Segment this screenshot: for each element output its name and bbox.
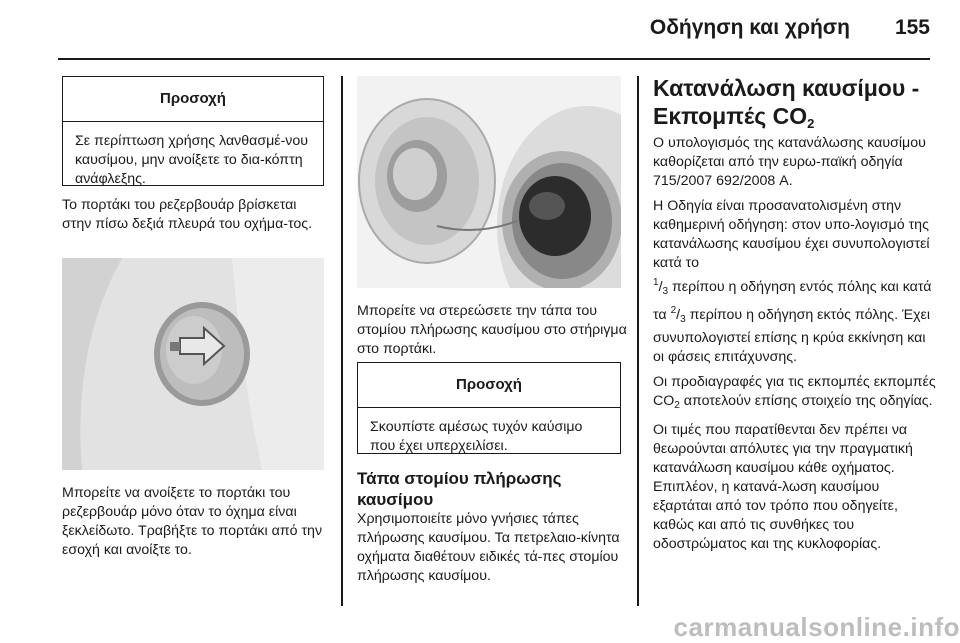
directive-paragraph: Ο υπολογισμός της κατανάλωσης καυσίμου καθορίζεται από την ευρω-παϊκή οδηγία 715/2007 692/2008 A. <box>653 135 926 189</box>
frac1-sep: / <box>658 279 663 295</box>
page-header-title: Οδήγηση και χρήση <box>649 16 850 39</box>
caution-box-spill <box>357 362 621 454</box>
emissions-subscript: 2 <box>674 400 680 411</box>
fuel-door-open-text: Μπορείτε να ανοίξετε το πορτάκι του ρεζερβουάρ μόνο όταν το όχημα είναι ξεκλείδωτο. Τραβήξτε το πορτάκι από την εσοχή και ανοίξτε το. <box>62 485 323 558</box>
heading-line-1: Κατανάλωση καυσίμου - <box>653 75 920 101</box>
column-divider-left <box>341 76 343 606</box>
emissions-text-a: Οι προδιαγραφές για τις εκπομπές εκπομπές CO <box>653 374 936 409</box>
fuel-consumption-heading <box>653 74 943 138</box>
fuel-cap-figure <box>357 76 621 288</box>
emissions-text-b: αποτελούν επίσης στοιχείο της οδηγίας. <box>679 393 933 409</box>
frac1-den: 3 <box>662 286 669 297</box>
frac2-num: 2 <box>670 305 677 316</box>
fuel-cap-holder-text: Μπορείτε να στερεώσετε την τάπα του στομίου πλήρωσης καυσίμου στο στήριγμα στο πορτάκι. <box>357 303 627 357</box>
values-disclaimer-paragraph: Οι τιμές που παρατίθενται δεν πρέπει να θεωρούνται απόλυτες για την πραγματική κατανάλωση καυσίμου κάθε οχήματος. Επιπλέον, η κατανά-λωση καυσίμου εξαρτάται από τον τρόπο που οδηγείτε, καθώς και από τις συνθήκες του οδοστρώματος και της κυκλοφορίας. <box>653 422 913 552</box>
heading-text: Εκπομπές CO <box>653 103 808 129</box>
caution-heading: Προσοχή <box>358 363 620 408</box>
calc-text-c: περίπου η οδήγηση εκτός πόλης. Έχει συνυπολογιστεί επίσης η κρύα εκκίνηση και οι φάσεις επιτάχυνσης. <box>653 307 931 365</box>
fuel-door-location-text: Το πορτάκι του ρεζερβουάρ βρίσκεται στην πίσω δεξιά πλευρά του οχήμα-τος. <box>62 197 313 232</box>
header-divider <box>58 58 930 60</box>
calc-text-b: περίπου η οδήγηση εντός πόλης και κατά τα <box>653 279 932 323</box>
heading-line-2 <box>653 102 943 138</box>
frac2-den: 3 <box>680 314 686 325</box>
page-number: 155 <box>894 16 930 39</box>
calculation-paragraph <box>653 197 937 367</box>
right-column-body <box>653 134 937 560</box>
caution-text: Σε περίπτωση χρήσης λανθασμέ-νου καυσίμου, μην ανοίξετε το δια-κόπτη ανάφλεξης. <box>75 133 309 187</box>
fuel-door-figure <box>62 258 324 470</box>
fuel-door-arrow-illustration <box>62 258 324 470</box>
caution-heading: Προσοχή <box>63 77 323 122</box>
frac2-sep: / <box>676 307 681 323</box>
frac1-num: 1 <box>653 277 659 288</box>
caution-box-fuel <box>62 76 324 186</box>
fuel-cap-genuine-text: Χρησιμοποιείτε μόνο γνήσιες τάπες πλήρωσης καυσίμου. Τα πετρελαιο-κίνητα οχήματα διαθέτουν ειδικές τά-πες στομίου πλήρωσης καυσίμου. <box>357 511 620 584</box>
fuel-cap-open-illustration <box>357 76 621 288</box>
calc-text-a: Η Οδηγία είναι προσανατολισμένη στην καθημερινή οδήγηση: στον υπο-λογισμό της κατανάλωσης καυσίμου έχει συνυπολογιστεί κατά το <box>653 198 930 271</box>
column-divider-right <box>637 76 639 606</box>
watermark: carmanualsonline.info <box>673 612 960 642</box>
emissions-paragraph <box>653 373 937 415</box>
caution-text: Σκουπίστε αμέσως τυχόν καύσιμο που έχει υπερχειλίσει. <box>370 419 583 454</box>
heading-subscript: 2 <box>807 116 815 131</box>
fuel-cap-subheading: Τάπα στομίου πλήρωσης καυσίμου <box>357 469 562 509</box>
